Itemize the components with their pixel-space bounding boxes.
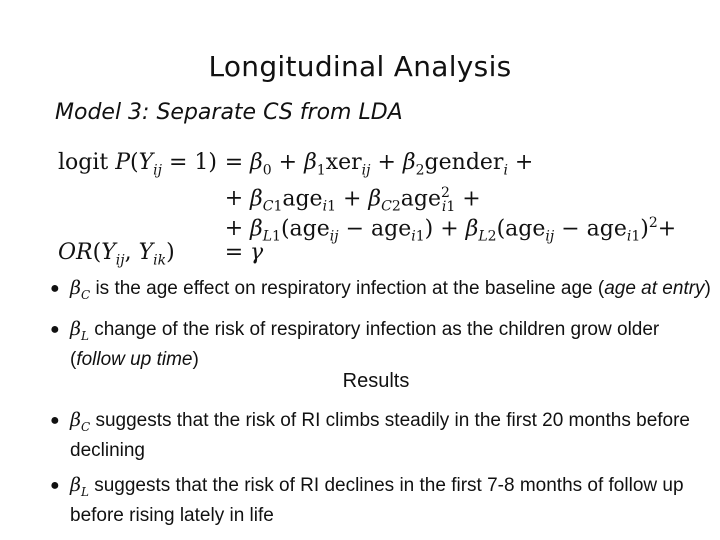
equation-line bbox=[58, 148, 698, 178]
equation-rhs: $\beta_{L1}(age_{ij} - age_{i1}) + \beta_{L2}(age_{ij} - age_{i1})^2+$ bbox=[250, 215, 677, 245]
bullet-text: $\beta_C$ suggests that the risk of RI climbs steadily in the first 20 months before declining bbox=[70, 409, 691, 461]
bullet-text: $\beta_L$ suggests that the risk of RI declines in the first 7-8 months of follow up before rising lately in life bbox=[70, 473, 684, 526]
bullet-text: $\beta_L$ change of the risk of respiratory infection as the children grow older (follow up time) bbox=[70, 317, 660, 370]
bullet-dot-icon: ● bbox=[50, 280, 60, 297]
slide-title: Longitudinal Analysis bbox=[208, 50, 512, 83]
equation-operator: + bbox=[224, 186, 244, 212]
model-equation bbox=[58, 148, 698, 268]
result-bullet-beta-c bbox=[50, 409, 718, 462]
equation-operator: + bbox=[224, 216, 244, 242]
slide-subtitle: Model 3: Separate CS from LDA bbox=[55, 100, 403, 125]
bullet-dot-icon: ● bbox=[50, 412, 60, 429]
bullet-beta-c bbox=[50, 277, 718, 307]
equation-operator: = bbox=[224, 240, 244, 265]
equation-lhs: logit $P(Y_{ij} = 1)$ bbox=[58, 150, 217, 179]
model-bullet-list bbox=[50, 277, 718, 371]
equation-rhs: $\beta_{C1}age_{i1} + \beta_{C2}age^2_{i1}$ + bbox=[250, 185, 481, 215]
beta-l-symbol: $\beta_L$ bbox=[70, 473, 89, 499]
equation-rhs: γ bbox=[250, 240, 264, 265]
bullet-text: $\beta_C$ is the age effect on respiratory infection at the baseline age (age at entry) bbox=[70, 277, 711, 302]
equation-lhs: $OR(Y_{ij}$, $Y_{ik}$) bbox=[58, 240, 175, 269]
results-heading: Results bbox=[342, 370, 410, 392]
bullet-beta-l bbox=[50, 318, 718, 371]
results-bullet-list bbox=[50, 409, 718, 527]
bullet-dot-icon: ● bbox=[50, 320, 60, 338]
result-bullet-beta-l bbox=[50, 474, 718, 527]
bullet-dot-icon: ● bbox=[50, 476, 60, 494]
equation-line bbox=[58, 238, 698, 268]
beta-c-symbol: $\beta_C$ bbox=[70, 409, 91, 434]
beta-l-symbol: $\beta_L$ bbox=[70, 317, 89, 343]
equation-rhs: $\beta_0 + \beta_1xer_{ij}$ + $\beta_2gender_i$ + bbox=[250, 150, 534, 179]
beta-c-symbol: $\beta_C$ bbox=[70, 277, 91, 302]
equation-line bbox=[58, 208, 698, 245]
equation-operator: = bbox=[224, 150, 244, 175]
